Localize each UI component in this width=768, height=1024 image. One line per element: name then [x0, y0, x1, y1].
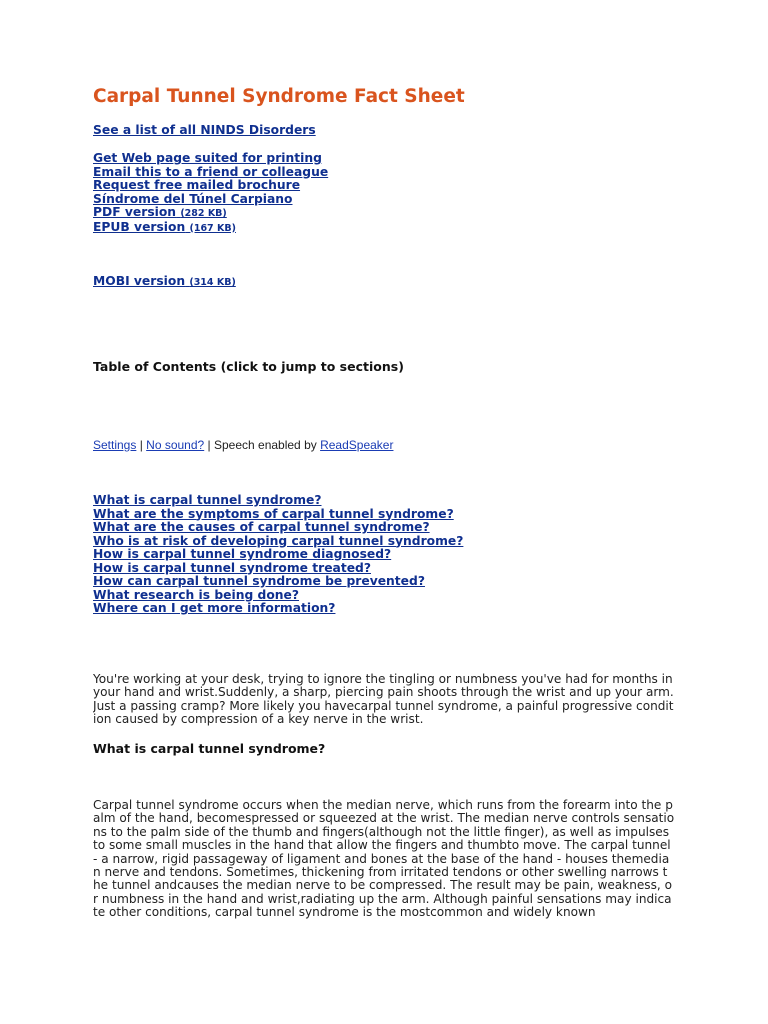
epub-size: (167 KB) [189, 222, 236, 234]
toc-item-more-info[interactable]: Where can I get more information? [93, 601, 336, 615]
mobi-version-link[interactable] [93, 275, 236, 290]
epub-label: EPUB version [93, 219, 186, 234]
mobi-links [93, 275, 236, 290]
all-disorders-link[interactable]: See a list of all NINDS Disorders [93, 123, 316, 137]
mobi-size: (314 KB) [189, 277, 236, 288]
pdf-size: (282 KB) [180, 208, 227, 219]
toc-item-prevented[interactable]: How can carpal tunnel syndrome be prevented? [93, 574, 425, 588]
spanish-version-link[interactable]: Síndrome del Túnel Carpiano [93, 191, 293, 206]
toc-heading: Table of Contents (click to jump to sections) [93, 359, 404, 374]
pdf-label: PDF version [93, 205, 177, 219]
no-sound-link[interactable]: No sound? [146, 438, 205, 452]
settings-link[interactable]: Settings [93, 438, 137, 452]
section-heading-what-is: What is carpal tunnel syndrome? [93, 741, 326, 756]
readspeaker-link[interactable]: ReadSpeaker [320, 438, 394, 452]
section-paragraph-what-is: Carpal tunnel syndrome occurs when the median nerve, which runs from the forearm into the palm of the hand, becomespressed or squeezed at the wrist. The median nerve controls sensations to the palm side of the thumb and fingers(although not the little finger), as well as impulses to some small muscles in the hand that allow the fingers and thumbto move. The carpal tunnel - a narrow, rigid passageway of ligament and bones at the base of the hand - houses themedian nerve and tendons. Sometimes, thickening from irritated tendons or other swelling narrows the tunnel andcauses the median nerve to be compressed. The result may be pain, weakness, or numbness in the hand and wrist,radiating up the arm. Although painful sensations may indicate other conditions, carpal tunnel syndrome is the mostcommon and widely known [93, 799, 675, 920]
toc-item-what-is[interactable]: What is carpal tunnel syndrome? [93, 493, 322, 507]
toc-item-risk[interactable]: Who is at risk of developing carpal tunnel syndrome? [93, 533, 464, 548]
mobi-label: MOBI version [93, 274, 186, 288]
page-title: Carpal Tunnel Syndrome Fact Sheet [93, 86, 465, 107]
readspeaker-bar [93, 438, 393, 452]
request-brochure-link[interactable]: Request free mailed brochure [93, 178, 301, 192]
toc-item-diagnosed[interactable]: How is carpal tunnel syndrome diagnosed? [93, 547, 392, 561]
pdf-version-link[interactable] [93, 206, 328, 221]
toc-item-symptoms[interactable]: What are the symptoms of carpal tunnel syndrome? [93, 506, 454, 521]
toc-list [93, 494, 463, 616]
speech-separator: | [136, 438, 147, 452]
toc-item-treated[interactable]: How is carpal tunnel syndrome treated? [93, 560, 371, 575]
toc-item-causes[interactable]: What are the causes of carpal tunnel syndrome? [93, 520, 430, 534]
intro-paragraph: You're working at your desk, trying to ignore the tingling or numbness you've had for months in your hand and wrist.Suddenly, a sharp, piercing pain shoots through the wrist and up your arm. Just a passing cramp? More likely you havecarpal tunnel syndrome, a painful progressive condition caused by compression of a key nerve in the wrist. [93, 673, 674, 727]
email-friend-link[interactable]: Email this to a friend or colleague [93, 164, 329, 179]
print-version-link[interactable]: Get Web page suited for printing [93, 151, 322, 165]
toc-item-research[interactable]: What research is being done? [93, 587, 300, 602]
speech-enabled-text: | Speech enabled by [204, 438, 321, 452]
epub-version-link[interactable] [93, 221, 328, 236]
page-tools-links [93, 152, 328, 235]
ninds-links [93, 124, 316, 138]
